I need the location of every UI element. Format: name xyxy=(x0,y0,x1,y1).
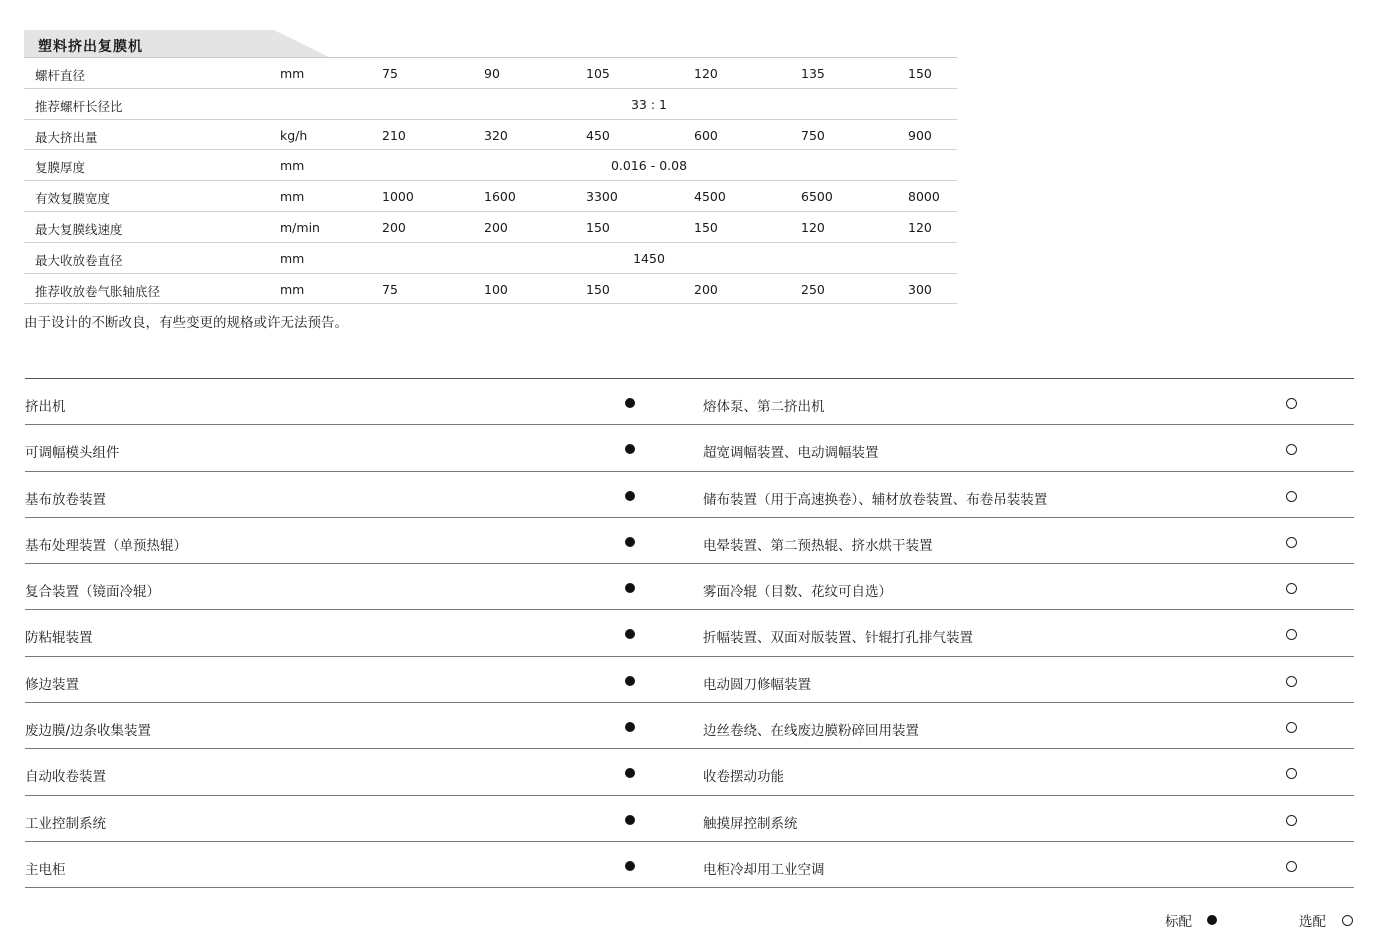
spec-label: 最大复膜线速度 xyxy=(35,221,123,237)
spec-value: 8000 xyxy=(908,189,940,205)
feature-row xyxy=(25,379,1354,425)
optional-feature-label: 储布装置（用于高速换卷）、辅材放卷装置、布卷吊装装置 xyxy=(703,491,1048,508)
spec-value: 450 xyxy=(586,127,610,143)
spec-label: 最大收放卷直径 xyxy=(35,252,123,268)
hollow-circle-icon xyxy=(1286,444,1297,455)
feature-row xyxy=(25,564,1354,610)
filled-circle-icon xyxy=(625,815,635,825)
spec-value: 600 xyxy=(694,127,718,143)
standard-feature-label: 防粘辊装置 xyxy=(25,630,93,647)
feature-row xyxy=(25,842,1354,888)
spec-row xyxy=(24,212,957,243)
spec-unit: mm xyxy=(280,66,305,81)
spec-row xyxy=(24,150,957,181)
standard-feature-label: 挤出机 xyxy=(25,399,66,415)
filled-circle-icon xyxy=(625,491,635,501)
standard-feature-label: 基布处理装置（单预热辊） xyxy=(25,537,187,554)
standard-feature-label: 复合装置（镜面冷辊） xyxy=(25,584,160,601)
spec-merged-value: 1450 xyxy=(633,250,665,266)
spec-value: 120 xyxy=(801,219,825,235)
spec-value: 150 xyxy=(586,281,610,297)
spec-value: 1000 xyxy=(382,189,414,205)
filled-circle-icon xyxy=(625,722,635,732)
feature-row xyxy=(25,749,1354,795)
optional-feature-label: 电柜冷却用工业空调 xyxy=(703,861,825,878)
spec-row xyxy=(24,120,957,151)
spec-row xyxy=(24,243,957,274)
spec-value: 210 xyxy=(382,127,406,143)
hollow-circle-icon xyxy=(1286,768,1297,779)
spec-unit: mm xyxy=(280,250,305,266)
filled-circle-icon xyxy=(625,861,635,871)
standard-feature-label: 主电柜 xyxy=(25,861,66,878)
spec-unit: kg/h xyxy=(280,127,308,143)
optional-feature-label: 边丝卷绕、在线废边膜粉碎回用装置 xyxy=(703,723,919,740)
spec-value: 75 xyxy=(382,66,398,81)
spec-value: 120 xyxy=(908,219,932,235)
spec-unit: mm xyxy=(280,189,305,205)
spec-unit: mm xyxy=(280,158,305,174)
optional-feature-label: 电动圆刀修幅装置 xyxy=(703,676,811,693)
filled-circle-icon xyxy=(1207,915,1217,925)
spec-value: 320 xyxy=(484,127,508,143)
hollow-circle-icon xyxy=(1286,537,1297,548)
spec-value: 135 xyxy=(801,66,825,81)
feature-row xyxy=(25,518,1354,564)
standard-feature-label: 可调幅模头组件 xyxy=(25,445,120,462)
spec-row xyxy=(24,58,957,89)
spec-value: 300 xyxy=(908,281,932,297)
spec-merged-value: 0.016 - 0.08 xyxy=(610,158,688,174)
filled-circle-icon xyxy=(625,583,635,593)
optional-feature-label: 折幅装置、双面对版装置、针辊打孔排气装置 xyxy=(703,630,973,647)
legend-standard-label: 标配 xyxy=(1165,914,1192,930)
spec-value: 200 xyxy=(694,281,718,297)
hollow-circle-icon xyxy=(1286,861,1297,872)
standard-feature-label: 工业控制系统 xyxy=(25,815,106,832)
disclaimer-note: 由于设计的不断改良，有些变更的规格或许无法预告。 xyxy=(24,315,348,331)
spec-unit: mm xyxy=(280,281,305,297)
hollow-circle-icon xyxy=(1286,722,1297,733)
feature-row xyxy=(25,472,1354,518)
spec-label: 螺杆直径 xyxy=(35,68,86,83)
feature-row xyxy=(25,703,1354,749)
spec-label: 有效复膜宽度 xyxy=(35,191,111,207)
legend-optional xyxy=(1299,910,1326,930)
filled-circle-icon xyxy=(625,537,635,547)
spec-row xyxy=(24,181,957,212)
filled-circle-icon xyxy=(625,444,635,454)
spec-value: 200 xyxy=(484,219,508,235)
feature-list xyxy=(25,378,1354,888)
optional-feature-label: 熔体泵、第二挤出机 xyxy=(703,399,825,415)
standard-feature-label: 自动收卷装置 xyxy=(25,769,106,786)
filled-circle-icon xyxy=(625,398,635,408)
filled-circle-icon xyxy=(625,768,635,778)
spec-value: 105 xyxy=(586,66,610,81)
optional-feature-label: 雾面冷辊（目数、花纹可自选） xyxy=(703,584,892,601)
optional-feature-label: 收卷摆动功能 xyxy=(703,769,784,786)
optional-feature-label: 触摸屏控制系统 xyxy=(703,815,798,832)
spec-value: 4500 xyxy=(694,189,726,205)
spec-label: 推荐收放卷气胀轴底径 xyxy=(35,283,161,299)
spec-value: 200 xyxy=(382,219,406,235)
spec-value: 90 xyxy=(484,66,500,81)
filled-circle-icon xyxy=(625,629,635,639)
feature-row xyxy=(25,796,1354,842)
optional-feature-label: 超宽调幅装置、电动调幅装置 xyxy=(703,445,879,462)
spec-value: 75 xyxy=(382,281,398,297)
spec-value: 1600 xyxy=(484,189,516,205)
optional-feature-label: 电晕装置、第二预热辊、挤水烘干装置 xyxy=(703,537,933,554)
spec-value: 6500 xyxy=(801,189,833,205)
spec-value: 120 xyxy=(694,66,718,81)
hollow-circle-icon xyxy=(1286,583,1297,594)
hollow-circle-icon xyxy=(1286,491,1297,502)
feature-row xyxy=(25,657,1354,703)
hollow-circle-icon xyxy=(1286,629,1297,640)
spec-value: 100 xyxy=(484,281,508,297)
hollow-circle-icon xyxy=(1286,398,1297,409)
spec-row xyxy=(24,89,957,120)
spec-label: 复膜厚度 xyxy=(35,160,86,176)
spec-value: 150 xyxy=(908,66,932,81)
legend-optional-label: 选配 xyxy=(1299,914,1326,930)
filled-circle-icon xyxy=(625,676,635,686)
spec-rows xyxy=(24,58,957,304)
spec-value: 150 xyxy=(586,219,610,235)
spec-value: 250 xyxy=(801,281,825,297)
legend-standard xyxy=(1165,910,1192,930)
hollow-circle-icon xyxy=(1286,676,1297,687)
standard-feature-label: 废边膜/边条收集装置 xyxy=(25,723,152,740)
standard-feature-label: 修边装置 xyxy=(25,676,79,693)
spec-table-title: 塑料挤出复膜机 xyxy=(38,39,143,55)
spec-label: 推荐螺杆长径比 xyxy=(35,98,123,114)
spec-unit: m/min xyxy=(280,219,320,235)
spec-merged-value: 33 : 1 xyxy=(630,96,668,112)
hollow-circle-icon xyxy=(1286,815,1297,826)
feature-row xyxy=(25,425,1354,471)
standard-feature-label: 基布放卷装置 xyxy=(25,491,106,508)
spec-value: 3300 xyxy=(586,189,618,205)
spec-label: 最大挤出量 xyxy=(35,129,98,145)
spec-row xyxy=(24,274,957,305)
hollow-circle-icon xyxy=(1342,915,1353,926)
feature-row xyxy=(25,610,1354,656)
spec-value: 750 xyxy=(801,127,825,143)
spec-value: 150 xyxy=(694,219,718,235)
spec-value: 900 xyxy=(908,127,932,143)
